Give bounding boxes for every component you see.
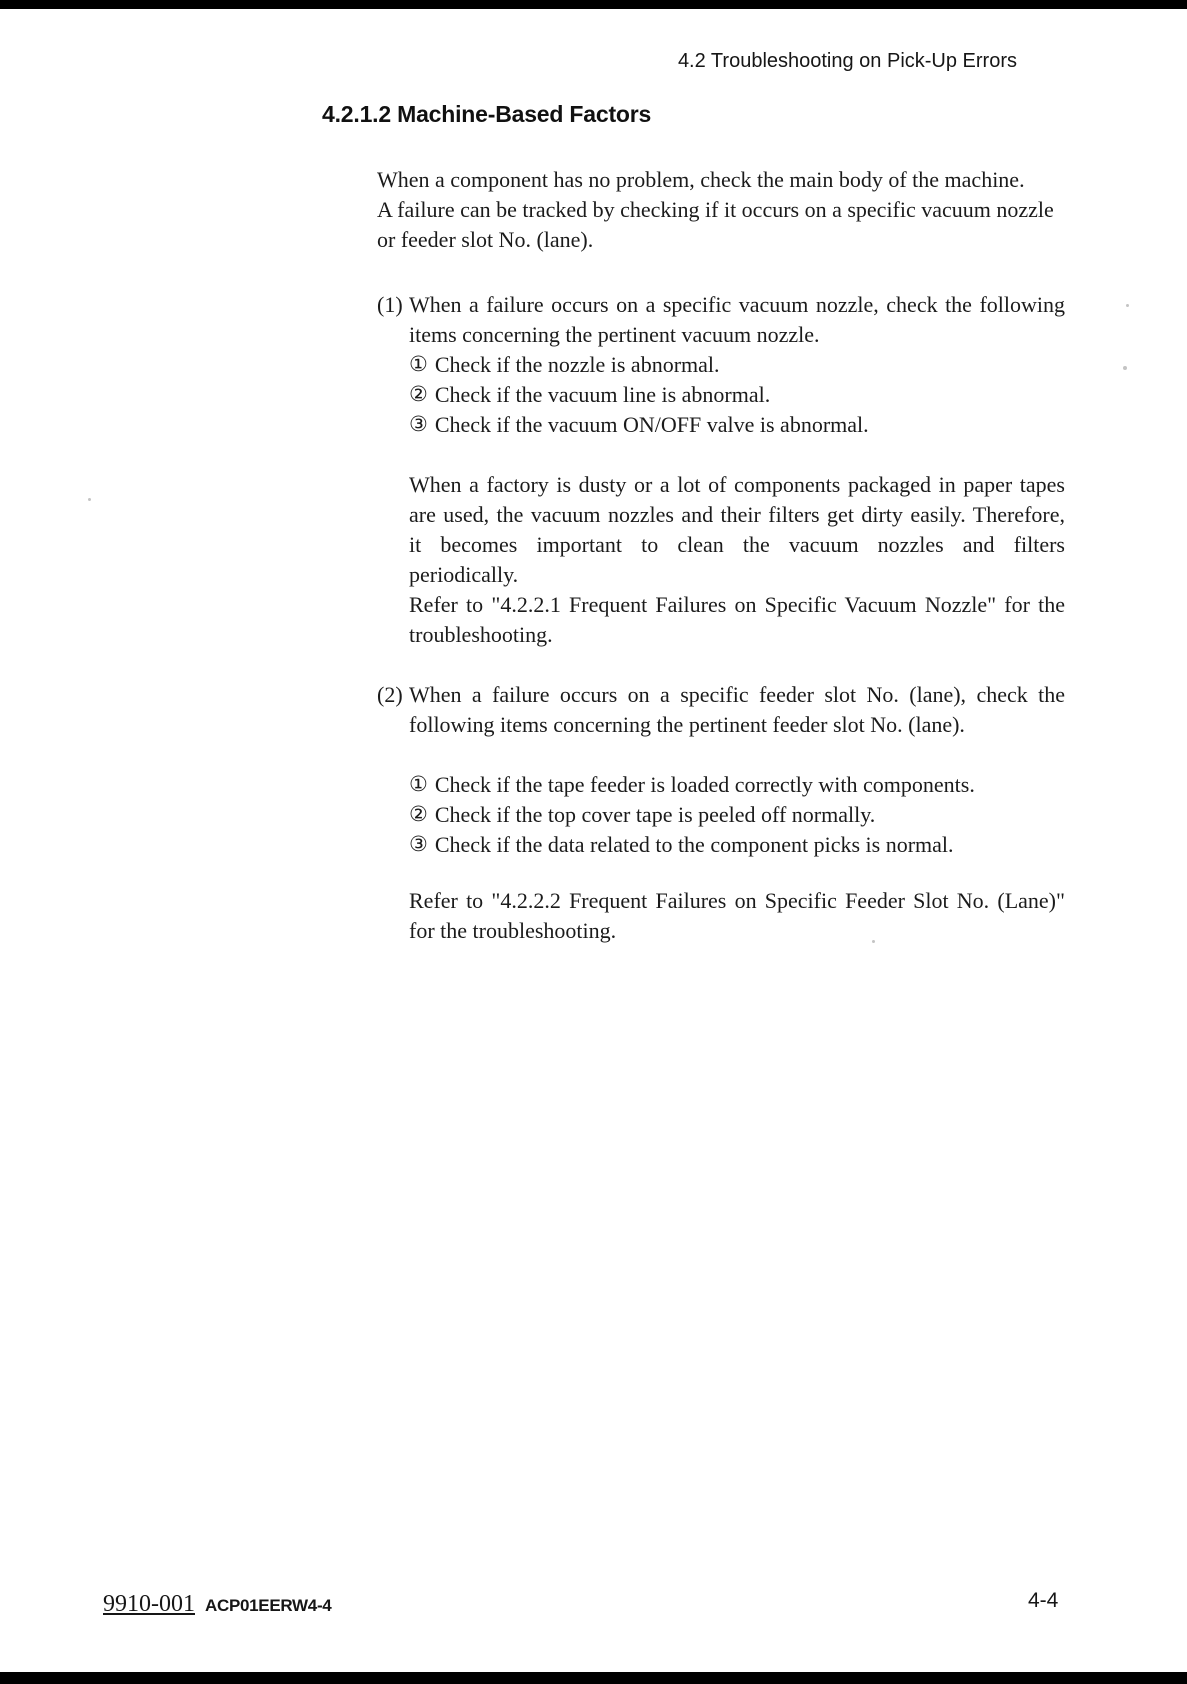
scan-speckle xyxy=(872,940,875,943)
page-number: 4-4 xyxy=(1028,1589,1059,1612)
paragraph-line: items concerning the pertinent vacuum nozzle. xyxy=(409,322,820,347)
reference-paragraph xyxy=(409,886,1065,946)
sub-item xyxy=(409,830,1065,860)
circled-number-icon: ② xyxy=(409,802,428,826)
circled-number-icon: ③ xyxy=(409,832,428,856)
paragraph-line: Refer to "4.2.2.2 Frequent Failures on Specific Feeder Slot No. (Lane)" xyxy=(409,888,1065,913)
sub-item xyxy=(377,350,1065,380)
circled-number-icon: ① xyxy=(409,772,428,796)
sub-item-text: Check if the nozzle is abnormal. xyxy=(434,352,720,377)
paragraph-line: following items concerning the pertinent feeder slot No. (lane). xyxy=(409,712,965,737)
sub-item-text: Check if the data related to the component picks is normal. xyxy=(434,832,954,857)
sub-item xyxy=(409,770,1065,800)
running-header: 4.2 Troubleshooting on Pick-Up Errors xyxy=(677,50,1017,72)
circled-number-icon: ② xyxy=(409,382,428,406)
list-item-1 xyxy=(377,290,1065,440)
circled-number-icon: ③ xyxy=(409,412,428,436)
footer-doc-number: 9910-001 xyxy=(103,1591,195,1617)
sub-item-text: Check if the vacuum ON/OFF valve is abnormal. xyxy=(434,412,869,437)
paragraph-line: or feeder slot No. (lane). xyxy=(377,227,594,252)
intro-paragraph xyxy=(377,165,1077,255)
list-marker: (2) xyxy=(377,682,403,707)
paragraph-line: for the troubleshooting. xyxy=(409,918,617,943)
sub-item-text: Check if the tape feeder is loaded correctly with components. xyxy=(434,772,975,797)
circled-number-icon: ① xyxy=(409,352,428,376)
sub-item-text: Check if the vacuum line is abnormal. xyxy=(434,382,771,407)
paragraph-line: troubleshooting. xyxy=(409,622,553,647)
paragraph-line: When a component has no problem, check the main body of the machine. xyxy=(377,167,1025,192)
sub-item xyxy=(377,380,1065,410)
footer-doc-code: ACP01EERW4-4 xyxy=(205,1596,332,1615)
paragraph-line: When a failure occurs on a specific feeder slot No. (lane), check the xyxy=(409,682,1065,707)
scan-speckle xyxy=(88,498,91,501)
paragraph-line: When a factory is dusty or a lot of components packaged in paper tapes xyxy=(409,472,1065,497)
paragraph-line: it becomes important to clean the vacuum nozzles and filters xyxy=(409,532,1065,557)
sub-item xyxy=(409,800,1065,830)
list-item-2-subitems xyxy=(409,770,1065,860)
sub-item xyxy=(377,410,1065,440)
note-paragraph xyxy=(409,470,1065,650)
footer-left xyxy=(103,1591,331,1618)
list-item-2 xyxy=(377,680,1065,740)
list-marker: (1) xyxy=(377,292,403,317)
section-title: 4.2.1.2 Machine-Based Factors xyxy=(322,101,652,127)
paragraph-line: are used, the vacuum nozzles and their filters get dirty easily. Therefore, xyxy=(409,502,1065,527)
paragraph-line: Refer to "4.2.2.1 Frequent Failures on Specific Vacuum Nozzle" for the xyxy=(409,592,1065,617)
scan-speckle xyxy=(1126,304,1129,307)
paragraph-line: periodically. xyxy=(409,562,519,587)
scan-edge-top xyxy=(0,0,1187,9)
scan-edge-bottom xyxy=(0,1672,1187,1684)
sub-item-text: Check if the top cover tape is peeled off normally. xyxy=(434,802,876,827)
paragraph-line: A failure can be tracked by checking if it occurs on a specific vacuum nozzle xyxy=(377,197,1054,222)
scan-speckle xyxy=(1123,366,1127,370)
paragraph-line: When a failure occurs on a specific vacuum nozzle, check the following xyxy=(409,292,1065,317)
